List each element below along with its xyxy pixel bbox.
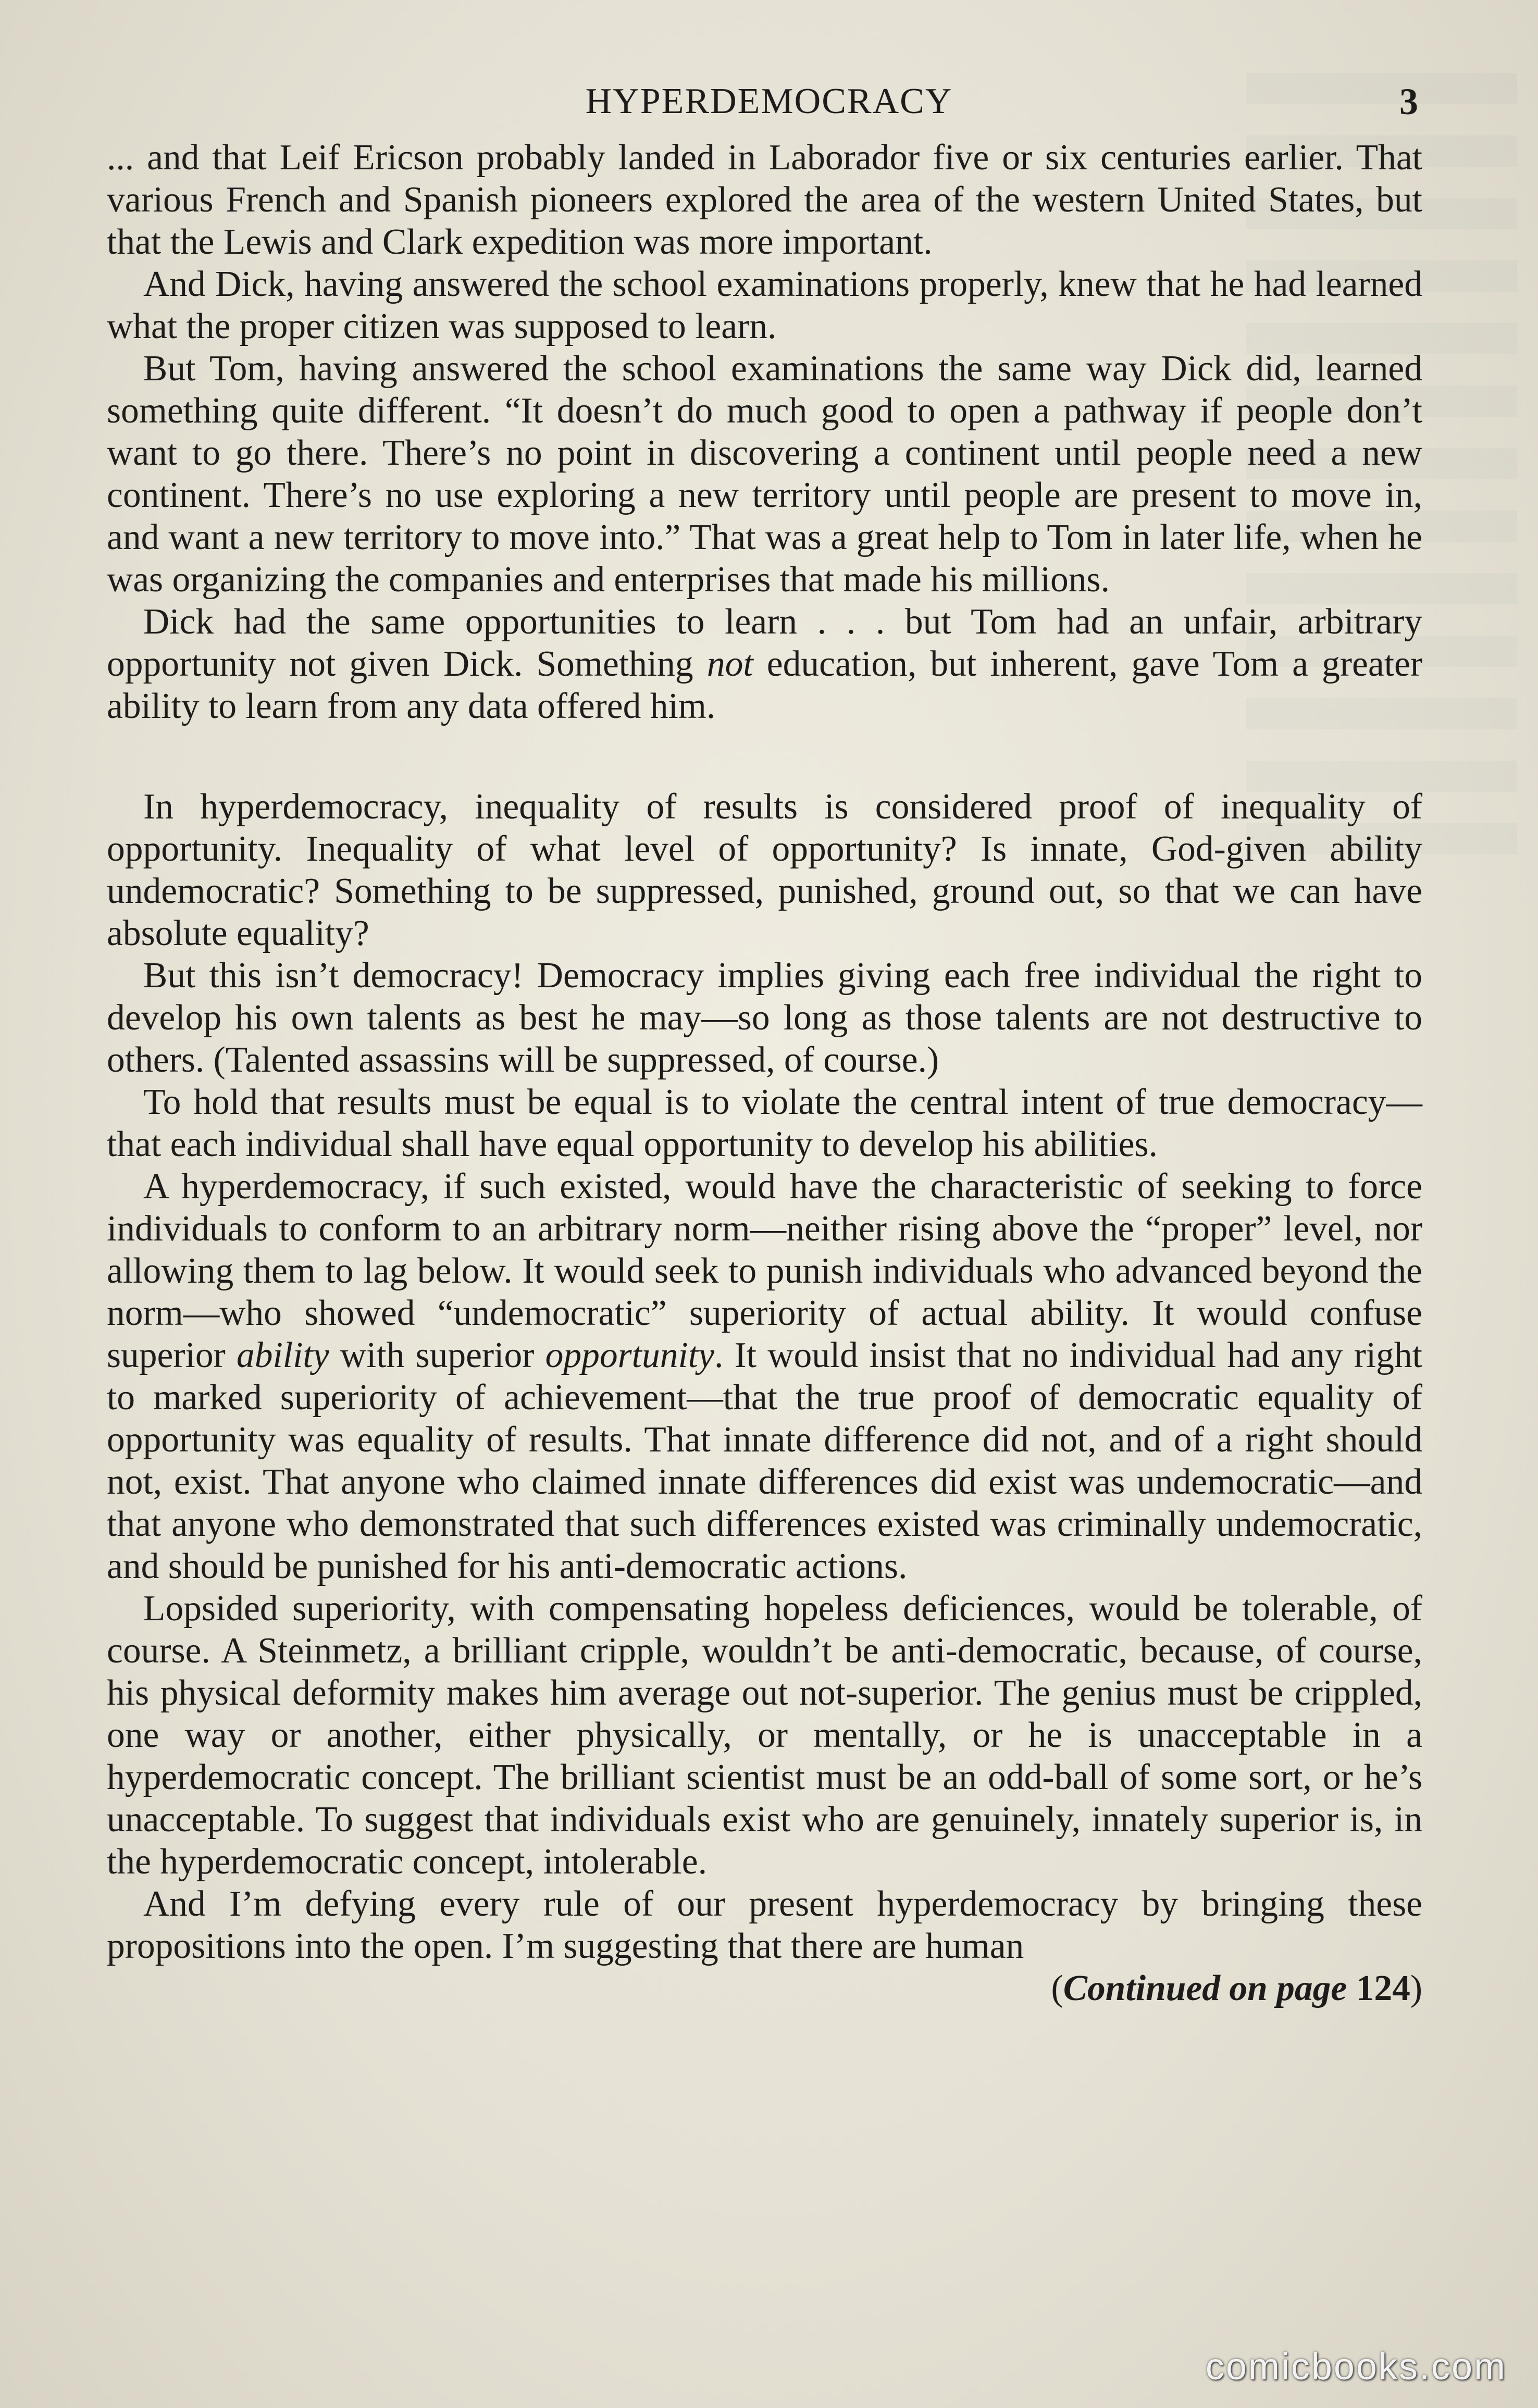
watermark: comicbooks.com [1205, 2346, 1507, 2388]
section-break [107, 727, 1422, 786]
emphasis: ability [236, 1335, 329, 1375]
paragraph: ... and that Leif Ericson probably landed in Laborador five or six centuries earlier. That various French and Spanish pioneers explored the area of the western United States, but that the Lewis and Clark expedition was more important. [107, 138, 1422, 262]
emphasis: opportunity [545, 1335, 714, 1375]
paragraph: But Tom, having answered the school examinations the same way Dick did, learned something quite different. “It doesn’t do much good to open a pathway if people don’t want to go there. There’s no point in discovering a continent until people need a new continent. There’s no use exploring a new territory until people are present to move in, and want a new territory to move into.” That was a great help to Tom in later life, when he was organizing the companies and enterprises that made his millions. [107, 349, 1422, 600]
running-head [0, 78, 1538, 125]
emphasis: not [706, 644, 753, 684]
continuation-note: (Continued on page 124) [1051, 1968, 1422, 2008]
paragraph: Dick had the same opportunities to learn . . . but Tom had an unfair, arbitrary opportunity not given Dick. Something not education, but inherent, gave Tom a greater ability to learn from any data offered him. [107, 602, 1422, 726]
running-title: HYPERDEMOCRACY [585, 81, 953, 121]
paragraph: And Dick, having answered the school examinations properly, knew that he had learned what the proper citizen was supposed to learn. [107, 264, 1422, 346]
paragraph: A hyperdemocracy, if such existed, would have the characteristic of seeking to force individuals to conform to an arbitrary norm—neither rising above the “proper” level, nor allowing them to lag below. It would seek to punish individuals who advanced beyond the norm—who showed “undemocratic” superiority of actual ability. It would confuse superior ability with superior opportunity. It would insist that no individual had any right to marked superiority of achievement—that the true proof of democratic equality of opportunity was equality of results. That innate difference did not, and of a right should not, exist. That anyone who claimed innate differences did exist was undemocratic—and that anyone who demonstrated that such differences existed was criminally undemocratic, and should be punished for his anti-democratic actions. [107, 1166, 1422, 1586]
paragraph: In hyperdemocracy, inequality of results is considered proof of inequality of opportunity. Inequality of what level of opportunity? Is innate, God-given ability undemocratic? Something to be suppressed, punished, ground out, so that we can have absolute equality? [107, 787, 1422, 953]
article-body [107, 136, 1422, 2009]
continuation-label: Continued on page [1063, 1968, 1347, 2008]
paragraph: Lopsided superiority, with compensating hopeless deficiences, would be tolerable, of course. A Steinmetz, a brilliant cripple, wouldn’t be anti-democratic, because, of course, his physical deformity makes him average out not-superior. The genius must be crippled, one way or another, either physically, or mentally, or he is unacceptable in a hyperdemocratic concept. The brilliant scientist must be an odd-ball of some sort, or he’s unacceptable. To suggest that individuals exist who are genuinely, innately superior is, in the hyperdemocratic concept, intolerable. [107, 1588, 1422, 1882]
paragraph: But this isn’t democracy! Democracy implies giving each free individual the right to develop his own talents as best he may—so long as those talents are not destructive to others. (Talented assassins will be suppressed, of course.) [107, 955, 1422, 1080]
paragraph: To hold that results must be equal is to violate the central intent of true democracy—that each individual shall have equal opportunity to develop his abilities. [107, 1082, 1422, 1164]
paragraph: And I’m defying every rule of our present hyperdemocracy by bringing these propositions into the open. I’m suggesting that there are human [107, 1884, 1422, 1966]
page-number: 3 [1399, 81, 1418, 122]
continuation-page: 124 [1356, 1968, 1410, 2008]
